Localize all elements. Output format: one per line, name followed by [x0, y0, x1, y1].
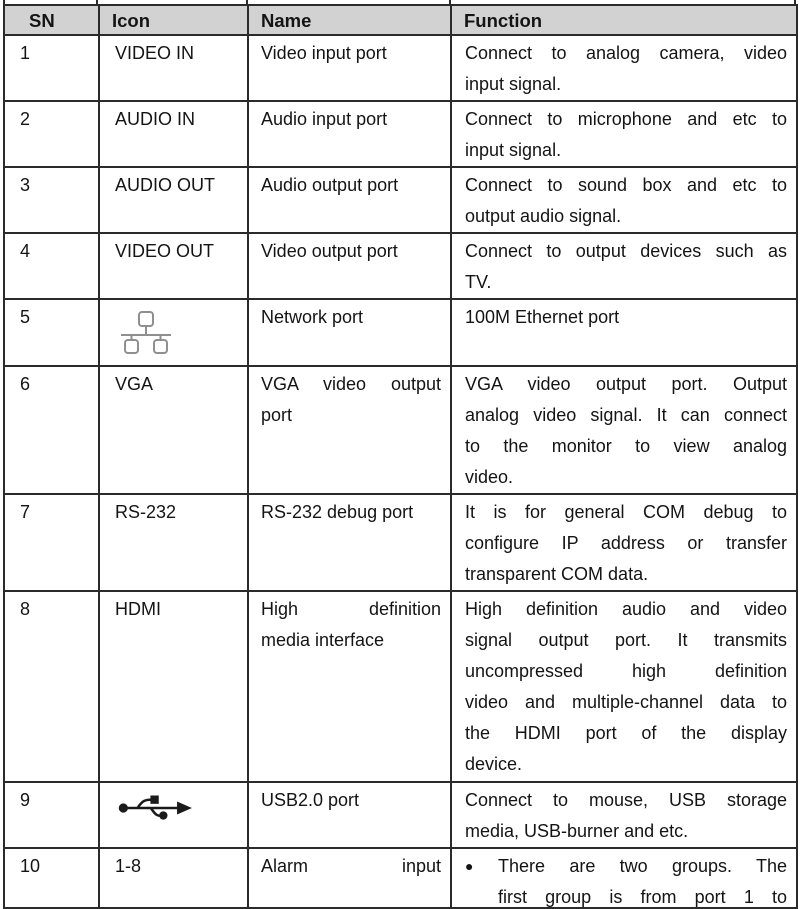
sn-cell: 4: [4, 233, 99, 299]
sn-cell: 8: [4, 591, 99, 782]
icon-cell: [99, 782, 248, 848]
text-line: USB2.0 port: [261, 790, 360, 810]
icon-label: HDMI: [115, 599, 161, 619]
text-line: video and multiple-channel data to: [465, 692, 787, 712]
text-line: Connect to sound box and etc to: [465, 175, 787, 195]
sn-cell: 1: [4, 35, 99, 101]
text-line: port: [261, 405, 293, 425]
text-line: uncompressed high definition: [465, 661, 787, 681]
table-row: [4, 494, 797, 591]
table-row: [4, 591, 797, 782]
text-line: Connect to output devices such as: [465, 241, 787, 261]
text-line: transparent COM data.: [465, 564, 649, 584]
clipped-content: [465, 851, 787, 907]
icon-cell: [99, 591, 248, 782]
function-cell: [451, 591, 797, 782]
text-line: Alarm input: [261, 856, 441, 876]
icon-cell: [99, 299, 248, 366]
function-cell: [451, 233, 797, 299]
text-line: Audio input port: [261, 109, 388, 129]
bullet-text: [498, 851, 787, 907]
text-line: signal output port. It transmits: [465, 630, 787, 650]
text-line: High definition: [261, 599, 441, 619]
function-cell: [451, 848, 797, 908]
text-line: Video input port: [261, 43, 387, 63]
column-header-function: Function: [451, 5, 797, 35]
column-header-name: Name: [248, 5, 451, 35]
text-line: analog video signal. It can connect: [465, 405, 787, 425]
text-line: Video output port: [261, 241, 398, 261]
name-cell: [248, 35, 451, 101]
icon-cell: [99, 494, 248, 591]
text-line: device.: [465, 754, 523, 774]
icon-label: 1-8: [115, 856, 142, 876]
name-cell: [248, 299, 451, 366]
table-header: [4, 5, 797, 35]
text-line: to the monitor to view analog: [465, 436, 787, 456]
icon-label: AUDIO IN: [115, 109, 196, 129]
text-line: 100M Ethernet port: [465, 307, 620, 327]
function-cell: [451, 35, 797, 101]
text-line: video.: [465, 467, 514, 487]
text-line: the HDMI port of the display: [465, 723, 787, 743]
text-line: TV.: [465, 272, 492, 292]
text-line: input signal.: [465, 74, 562, 94]
function-cell: [451, 782, 797, 848]
sn-cell: 10: [4, 848, 99, 908]
table-row: [4, 167, 797, 233]
icon-label: VIDEO IN: [115, 43, 195, 63]
sn-cell: 2: [4, 101, 99, 167]
table-row: [4, 782, 797, 848]
table-row: [4, 35, 797, 101]
bullet-icon: ●: [465, 858, 474, 874]
text-line: media, USB-burner and etc.: [465, 821, 689, 841]
text-line: configure IP address or transfer: [465, 533, 787, 553]
column-header-icon: Icon: [99, 5, 248, 35]
text-line: input signal.: [465, 140, 562, 160]
name-cell: [248, 494, 451, 591]
text-line: Audio output port: [261, 175, 399, 195]
icon-cell: [99, 366, 248, 494]
icon-label: RS-232: [115, 502, 177, 522]
table-row: [4, 848, 797, 908]
text-line: Connect to analog camera, video: [465, 43, 787, 63]
rear-panel-port-table: [3, 4, 798, 909]
icon-label: VGA: [115, 374, 154, 394]
text-line: There are two groups. The: [498, 856, 787, 876]
icon-cell: [99, 35, 248, 101]
name-cell: [248, 101, 451, 167]
icon-cell: [99, 101, 248, 167]
icon-label: VIDEO OUT: [115, 241, 215, 261]
text-line: RS-232 debug port: [261, 502, 414, 522]
function-cell: [451, 494, 797, 591]
text-line: first group is from port 1 to: [498, 887, 787, 907]
usb-icon: [117, 793, 193, 833]
icon-label: AUDIO OUT: [115, 175, 216, 195]
table-body: [4, 35, 797, 908]
name-cell: [248, 366, 451, 494]
name-cell: [248, 782, 451, 848]
table-header-row: [4, 5, 797, 35]
function-cell: [451, 101, 797, 167]
text-line: VGA video output port. Output: [465, 374, 787, 394]
table-row: [4, 366, 797, 494]
text-line: Network port: [261, 307, 364, 327]
network-icon: [119, 309, 173, 365]
function-cell: [451, 299, 797, 366]
text-line: output audio signal.: [465, 206, 622, 226]
icon-cell: [99, 233, 248, 299]
column-header-sn: SN: [4, 5, 99, 35]
table-row: [4, 233, 797, 299]
icon-cell: [99, 848, 248, 908]
sn-cell: 5: [4, 299, 99, 366]
table-row: [4, 299, 797, 366]
name-cell: [248, 233, 451, 299]
text-line: VGA video output: [261, 374, 441, 394]
name-cell: [248, 848, 451, 908]
sn-cell: 9: [4, 782, 99, 848]
function-cell: [451, 167, 797, 233]
sn-cell: 3: [4, 167, 99, 233]
function-cell: [451, 366, 797, 494]
text-line: High definition audio and video: [465, 599, 787, 619]
text-line: Connect to microphone and etc to: [465, 109, 787, 129]
table-row: [4, 101, 797, 167]
icon-cell: [99, 167, 248, 233]
text-line: It is for general COM debug to: [465, 502, 787, 522]
sn-cell: 7: [4, 494, 99, 591]
name-cell: [248, 167, 451, 233]
text-line: media interface: [261, 630, 385, 650]
bullet-list-item: [465, 851, 787, 907]
text-line: Connect to mouse, USB storage: [465, 790, 787, 810]
sn-cell: 6: [4, 366, 99, 494]
name-cell: [248, 591, 451, 782]
